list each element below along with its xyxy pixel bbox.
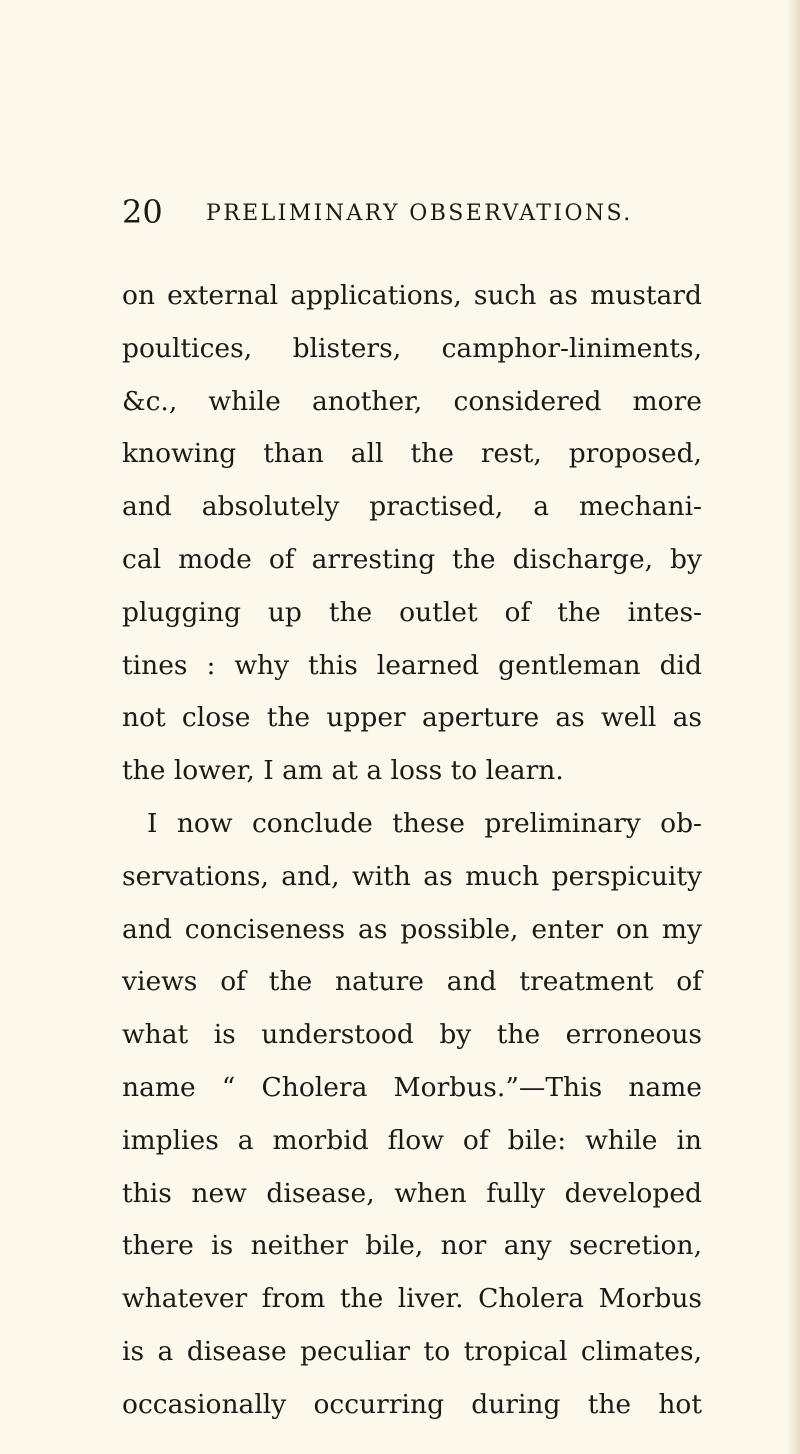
- text-line: not close the upper aperture as well as: [122, 702, 702, 734]
- text-line: plugging up the outlet of the intes-: [122, 596, 702, 628]
- text-line: implies a morbid flow of bile: while in: [122, 1124, 702, 1156]
- page-edge-shadow: [786, 0, 800, 1454]
- text-line: name “ Cholera Morbus.”—This name: [122, 1071, 702, 1103]
- text-line: poultices, blisters, camphor-liniments,: [122, 332, 702, 364]
- text-line: what is understood by the erroneous: [122, 1019, 702, 1051]
- text-line: and conciseness as possible, enter on my: [122, 913, 702, 945]
- text-line: occasionally occurring during the hot: [122, 1388, 702, 1420]
- running-head: PRELIMINARY OBSERVATIONS.: [206, 201, 633, 226]
- text-line: servations, and, with as much perspicuity: [122, 860, 702, 892]
- text-line: whatever from the liver. Cholera Morbus: [122, 1283, 702, 1315]
- text-line: tines : why this learned gentleman did: [122, 649, 702, 681]
- paragraph-end-line: the lower, I am at a loss to learn.: [122, 755, 564, 787]
- text-line: views of the nature and treatment of: [122, 966, 702, 998]
- text-line: &c., while another, considered more: [122, 385, 702, 417]
- page-header: [122, 192, 702, 242]
- body-text: [122, 270, 702, 1432]
- text-line: on external applications, such as mustard: [122, 280, 702, 311]
- text-line: is a disease peculiar to tropical climates,: [122, 1335, 702, 1367]
- text-line: there is neither bile, nor any secretion,: [122, 1230, 702, 1262]
- paragraph-start-line: I now conclude these preliminary ob-: [147, 807, 702, 839]
- text-line: and absolutely practised, a mechani-: [122, 491, 702, 523]
- text-line: knowing than all the rest, proposed,: [122, 438, 702, 470]
- text-line: this new disease, when fully developed: [122, 1177, 702, 1209]
- text-line: cal mode of arresting the discharge, by: [122, 543, 702, 575]
- page-number: 20: [122, 193, 163, 231]
